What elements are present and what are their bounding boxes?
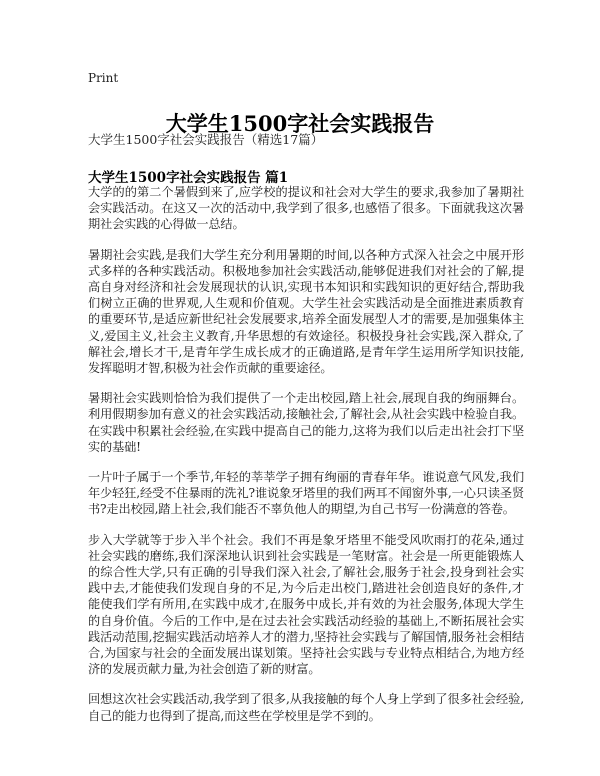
section-heading: 大学生1500字社会实践报告 篇1 bbox=[88, 170, 289, 187]
document-subtitle: 大学生1500字社会实践报告（精选17篇） bbox=[88, 132, 324, 147]
paragraph-6: 回想这次社会实践活动,我学到了很多,从我接触的每个人身上学到了很多社会经验,自己的能力也得到了提高,而这些在学校里是学不到的。 bbox=[88, 692, 524, 723]
paragraph-2: 暑期社会实践,是我们大学生充分利用暑期的时间,以各种方式深入社会之中展开形式多样的各种实践活动。积极地参加社会实践活动,能够促进我们对社会的了解,提高自身对经济和社会发展现状的认识,实现书本知识和实践知识的更好结合,帮助我们树立正确的世界观,人生观和价值观。大学生社会实践活动是全面推进素质教育的重要环节,是适应新世纪社会发展要求,培养全面发展型人才的需要,是加强集体主义,爱国主义,社会主义教育,升华思想的有效途径。积极投身社会实践,深入群众,了解社会,增长才干,是青年学生成长成才的正确道路,是青年学生运用所学知识技能,发挥聪明才智,积极为社会作贡献的重要途径。 bbox=[88, 247, 524, 376]
paragraph-4: 一片叶子属于一个季节,年轻的莘莘学子拥有绚丽的青春年华。谁说意气风发,我们年少轻狂,经受不住暴雨的洗礼?谁说象牙塔里的我们两耳不闻窗外事,一心只读圣贤书?走出校园,踏上社会,我们能否不辜负他人的期望,为自己书写一份满意的答卷。 bbox=[88, 470, 524, 517]
print-link[interactable]: Print bbox=[88, 71, 119, 85]
document-title: 大学生1500字社会实践报告 bbox=[165, 111, 435, 137]
paragraph-1: 大学的的第二个暑假到来了,应学校的提议和社会对大学生的要求,我参加了暑期社会实践活动。在这又一次的活动中,我学到了很多,也感悟了很多。下面就我这次暑期社会实践的心得做一总结。 bbox=[88, 185, 524, 232]
paragraph-5: 步入大学就等于步入半个社会。我们不再是象牙塔里不能受风吹雨打的花朵,通过社会实践的磨练,我们深深地认识到社会实践是一笔财富。社会是一所更能锻炼人的综合性大学,只有正确的引导我们深入社会,了解社会,服务于社会,投身到社会实践中去,才能使我们发现自身的不足,为今后走出校门,踏进社会创造良好的条件,才能使我们学有所用,在实践中成才,在服务中成长,并有效的为社会服务,体现大学生的自身价值。今后的工作中,是在过去社会实践活动经验的基础上,不断拓展社会实践活动范围,挖掘实践活动培养人才的潜力,坚持社会实践与了解国情,服务社会相结合,为国家与社会的全面发展出谋划策。坚持社会实践与专业特点相结合,为地方经济的发展贡献力量,为社会创造了新的财富。 bbox=[88, 532, 524, 677]
paragraph-3: 暑期社会实践则恰恰为我们提供了一个走出校园,踏上社会,展现自我的绚丽舞台。利用假期参加有意义的社会实践活动,接触社会,了解社会,从社会实践中检验自我。在实践中积累社会经验,在实践中提高自己的能力,这将为我们以后走出社会打下坚实的基础! bbox=[88, 391, 524, 454]
document-body bbox=[88, 184, 524, 738]
